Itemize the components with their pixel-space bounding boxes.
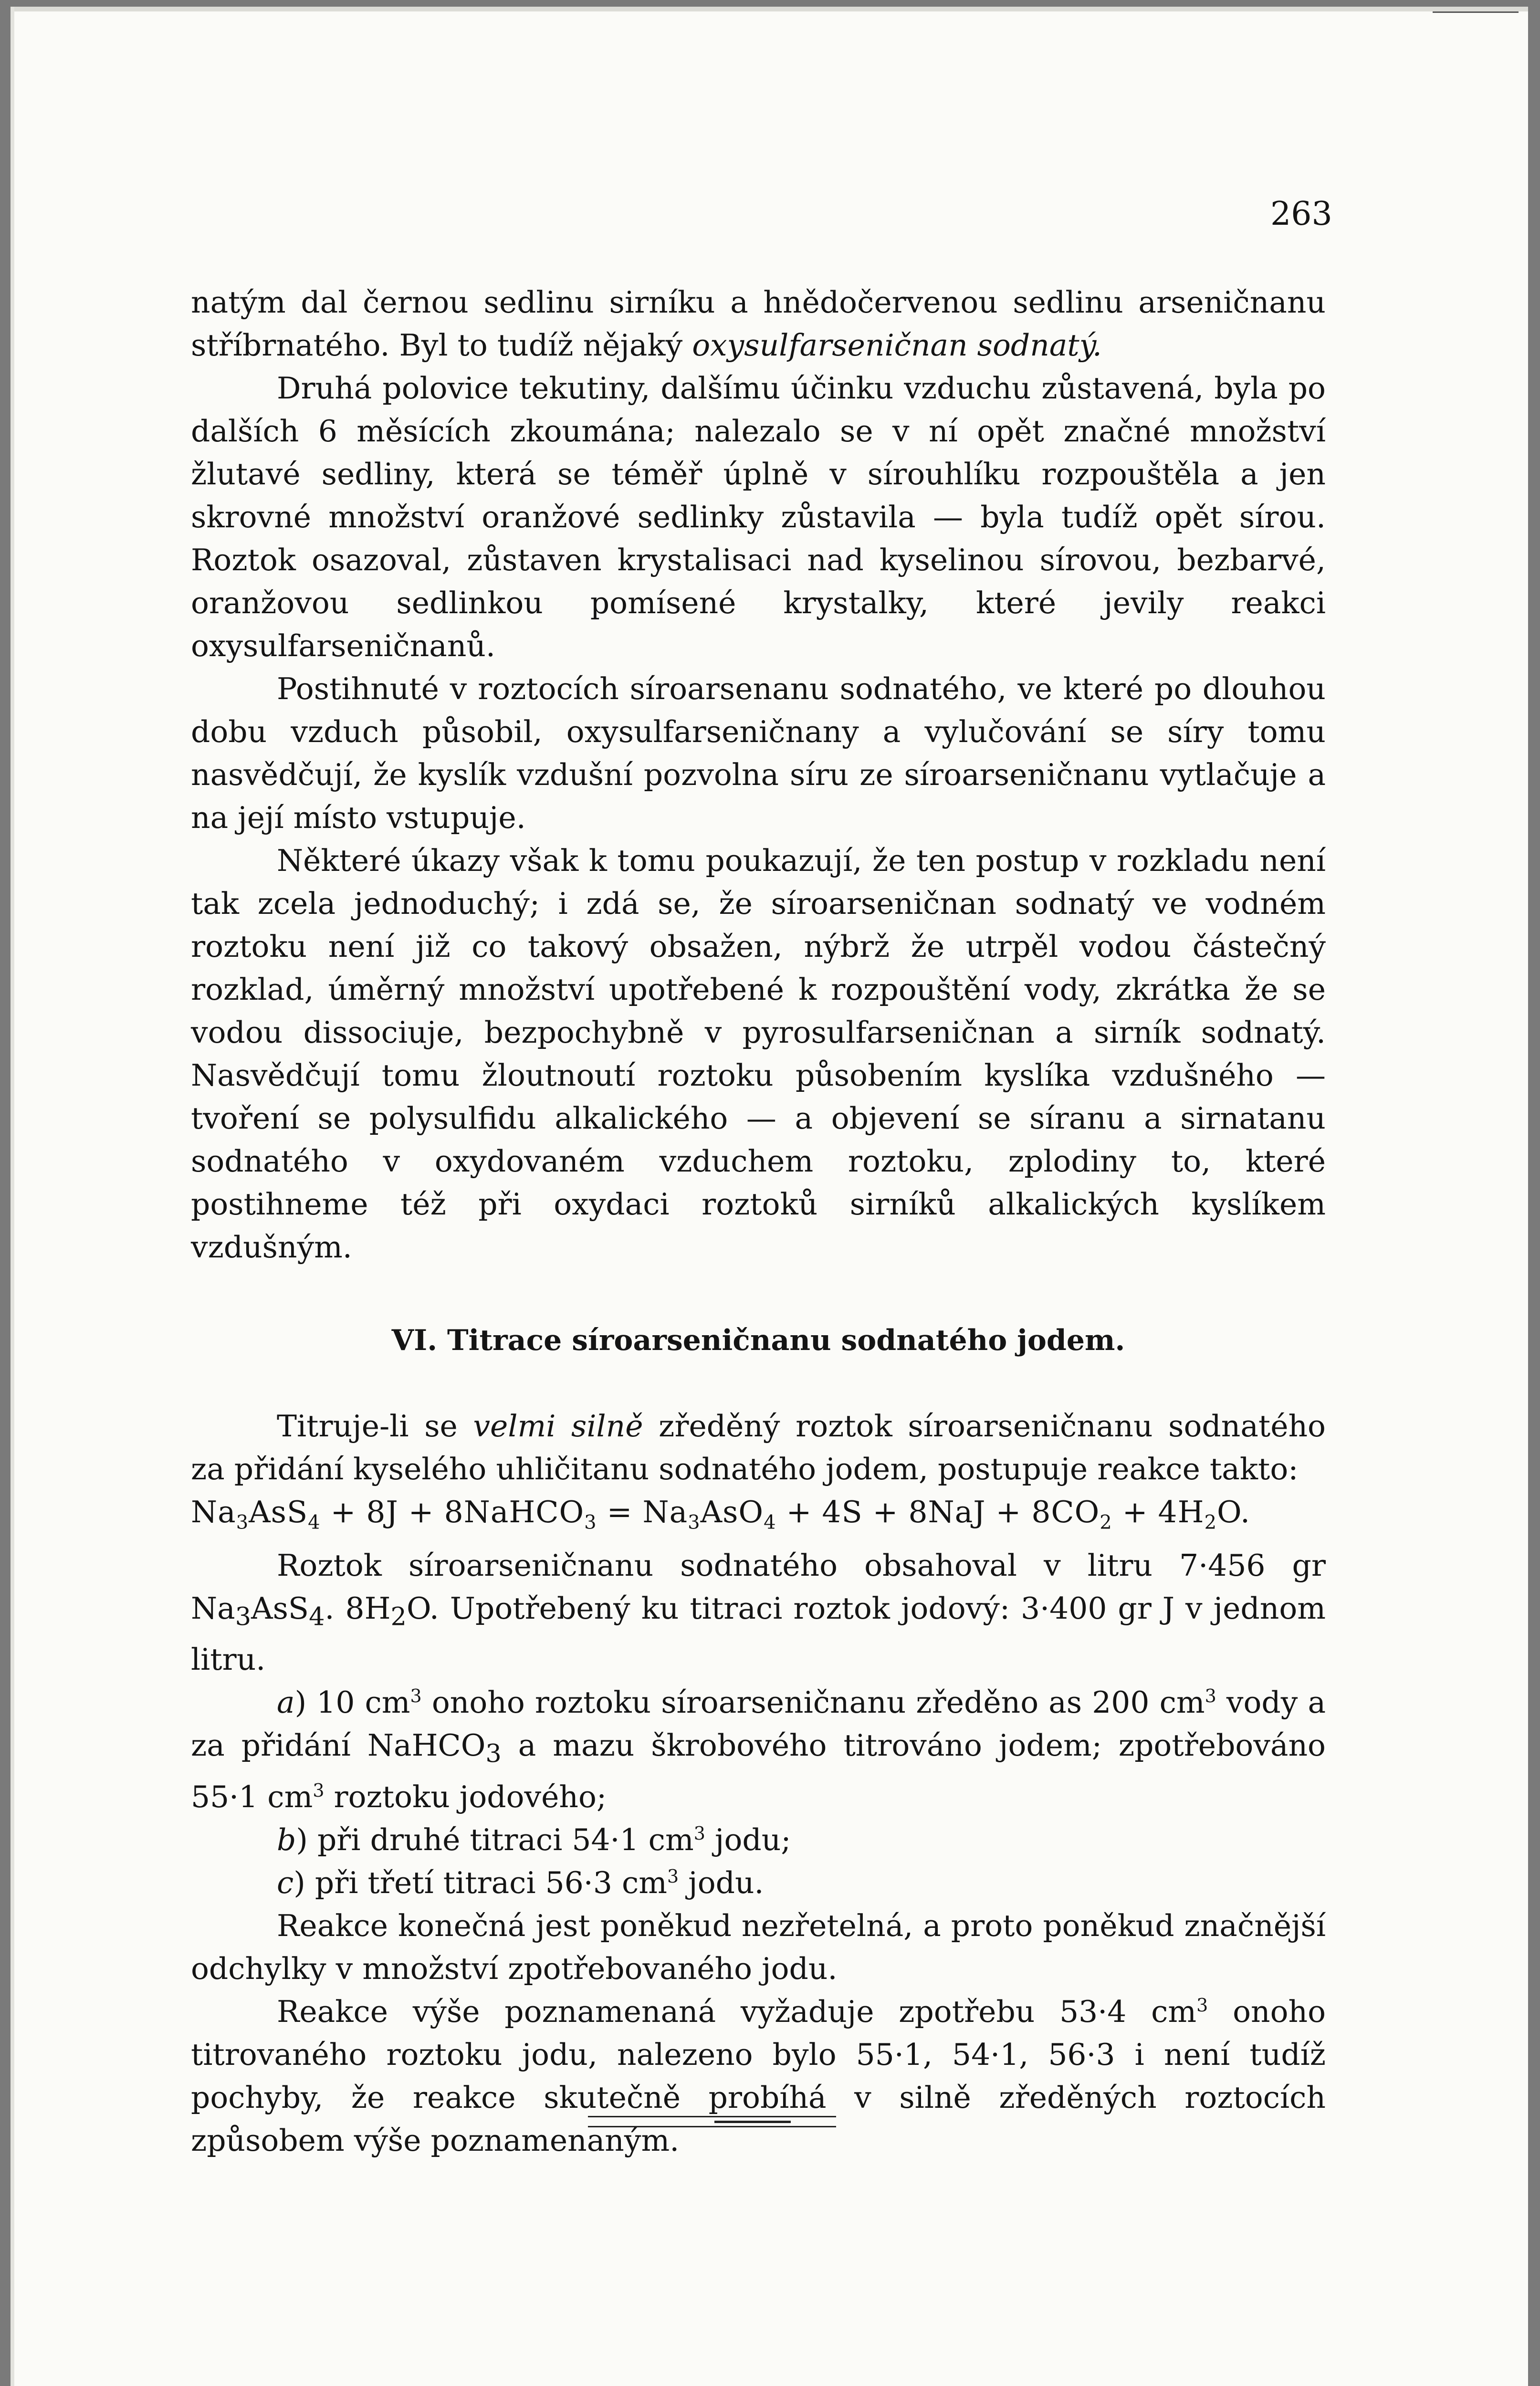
italic-text: c: [277, 1865, 294, 1900]
italic-text: velmi silně: [473, 1409, 643, 1444]
italic-text: b: [277, 1822, 296, 1857]
subscript: 3: [236, 1511, 249, 1534]
paragraph: [191, 668, 1326, 839]
section-heading: VI. Titrace síroarseničnanu sodnatého jodem.: [391, 1324, 1125, 1357]
text-run: roztoku jodového;: [324, 1779, 607, 1814]
text-run: jodu;: [705, 1822, 791, 1857]
text-run: = Na: [597, 1495, 688, 1529]
text-run: a mazu škrobového titrováno jodem; zpotřebováno 55·1 cm: [191, 1728, 1326, 1814]
end-rule-bottom: [588, 2126, 836, 2127]
text-run: Některé úkazy však k tomu poukazují, že ten postup v rozkladu není tak zcela jednoduchý; i zdá se, že síroarseničnan sodnatý ve vodném roztoku není již co takový obsažen, nýbrž že utrpěl vodou částečný rozklad, úměrný množství upotřebené k rozpouštění vody, zkrátka že se vodou dissociuje, bezpochybně v pyrosulfarseničnan a sirník sodnatý. Nasvědčují tomu žloutnoutí roztoku působením kyslíka vzdušného — tvoření se polysulfidu alkalického — a objevení se síranu a sirnatanu sodnatého v oxydovaném vzduchem roztoku, zplodiny to, které postihneme též při oxydaci roztoků sirníků alkalických kyslíkem vzdušným.: [191, 843, 1326, 1265]
text-run: zředěný roztok síroarseničnanu sodnatého za přidání kyselého uhličitanu sodnatého jodem, postupuje reakce takto:: [191, 1409, 1326, 1486]
paragraph: [191, 1990, 1326, 2162]
text-run: Reakce výše poznamenaná vyžaduje zpotřebu 53·4 cm: [277, 1994, 1197, 2029]
paragraphs-after: [191, 1544, 1326, 2162]
superscript: 3: [693, 1822, 705, 1844]
text-run: ) 10 cm: [294, 1685, 410, 1720]
text-run: Postihnuté v roztocích síroarsenanu sodnatého, ve které po dlouhou dobu vzduch působil, oxysulfarseničnany a vylučování se síry tomu nasvědčují, že kyslík vzdušní pozvolna síru ze síroarseničnanu vytlačuje a na její místo vstupuje.: [191, 671, 1326, 835]
italic-text: a: [277, 1685, 295, 1720]
text-run: AsO: [700, 1495, 764, 1529]
text-run: Na: [191, 1495, 236, 1529]
reaction-equation: [191, 1491, 1326, 1544]
text-run: Reakce konečná jest poněkud nezřetelná, a proto poněkud značnější odchylky v množství zpotřebovaného jodu.: [191, 1908, 1326, 1986]
superscript: 3: [667, 1865, 679, 1887]
superscript: 3: [1196, 1994, 1208, 2016]
paragraph: [191, 839, 1326, 1269]
text-run: Druhá polovice tekutiny, dalšímu účinku vzduchu zůstavená, byla po dalších 6 měsících zkoumána; nalezalo se v ní opět značné množství žlutavé sedliny, která se téměř úplně v sírouhlíku rozpouštěla a jen skrovné množství oranžové sedlinky zůstavila — byla tudíž opět sírou. Roztok osazoval, zůstaven krystalisaci nad kyselinou sírovou, bezbarvé, oranžovou sedlinkou pomísené krystalky, které jevily reakci oxysulfarseničnanů.: [191, 371, 1326, 663]
superscript: 3: [410, 1685, 422, 1707]
end-rule-top: [588, 2116, 836, 2117]
italic-text: oxysulfarseničnan sodnatý.: [692, 328, 1102, 363]
subscript: 4: [308, 1511, 321, 1534]
crop-mark: [1433, 11, 1519, 18]
text-run: natým dal černou sedlinu sirníku a hnědočervenou sedlinu arseničnanu stříbrnatého. Byl to tudíž nějaký: [191, 285, 1326, 363]
page-left-edge: [10, 7, 14, 2386]
end-rule-middle: [714, 2121, 791, 2123]
paragraph: [191, 1862, 1326, 1905]
text-run: ) při druhé titraci 54·1 cm: [296, 1822, 694, 1857]
text-run: ) při třetí titraci 56·3 cm: [293, 1865, 667, 1900]
text-run: onoho titrovaného roztoku jodu, nalezeno bylo 55·1, 54·1, 56·3 i není tudíž pochyby, že reakce skutečně probíhá v silně zředěných roztocích způsobem výše poznamenaným.: [191, 1994, 1326, 2158]
text-run: + 4H: [1112, 1495, 1205, 1529]
page-number: 263: [1270, 195, 1332, 233]
superscript: 3: [313, 1779, 325, 1801]
paragraphs-before: [191, 281, 1326, 1269]
subscript: 4: [764, 1511, 776, 1534]
paragraph: [191, 1819, 1326, 1862]
page-top-edge: [10, 7, 1528, 11]
subscript: 2: [390, 1602, 407, 1632]
text-run: AsS: [251, 1591, 309, 1626]
subscript: 3: [688, 1511, 701, 1534]
paragraph: [191, 1681, 1326, 1819]
text-run: Roztok síroarseničnanu sodnatého obsahoval v litru 7·456 gr Na: [191, 1548, 1326, 1626]
paragraph: [191, 1544, 1326, 1682]
subscript: 3: [485, 1739, 502, 1769]
superscript: 3: [1205, 1685, 1216, 1707]
paragraph: [191, 367, 1326, 668]
text-run: O.: [1217, 1495, 1251, 1529]
text-run: jodu.: [679, 1865, 764, 1900]
text-run: + 8J + 8NaHCO: [320, 1495, 585, 1529]
text-run: Titruje-li se: [277, 1409, 473, 1444]
subscript: 3: [235, 1602, 251, 1632]
text-run: + 4S + 8NaJ + 8CO: [776, 1495, 1100, 1529]
text-run: O. Upotřebený ku titraci roztok jodový: 3·400 gr J v jednom litru.: [191, 1591, 1326, 1677]
subscript: 4: [309, 1602, 325, 1632]
text-run: onoho roztoku síroarseničnanu zředěno as 200 cm: [421, 1685, 1205, 1720]
subscript: 2: [1204, 1511, 1217, 1534]
text-run: . 8H: [325, 1591, 391, 1626]
book-page: [10, 7, 1528, 2386]
text-run: vody a za přidání NaHCO: [191, 1685, 1326, 1763]
text-run: AsS: [249, 1495, 308, 1529]
paragraph: [191, 281, 1326, 367]
subscript: 3: [584, 1511, 597, 1534]
paragraph: [191, 1905, 1326, 1990]
subscript: 2: [1100, 1511, 1112, 1534]
section-intro: [191, 1405, 1326, 1491]
page-body: [191, 281, 1326, 2162]
